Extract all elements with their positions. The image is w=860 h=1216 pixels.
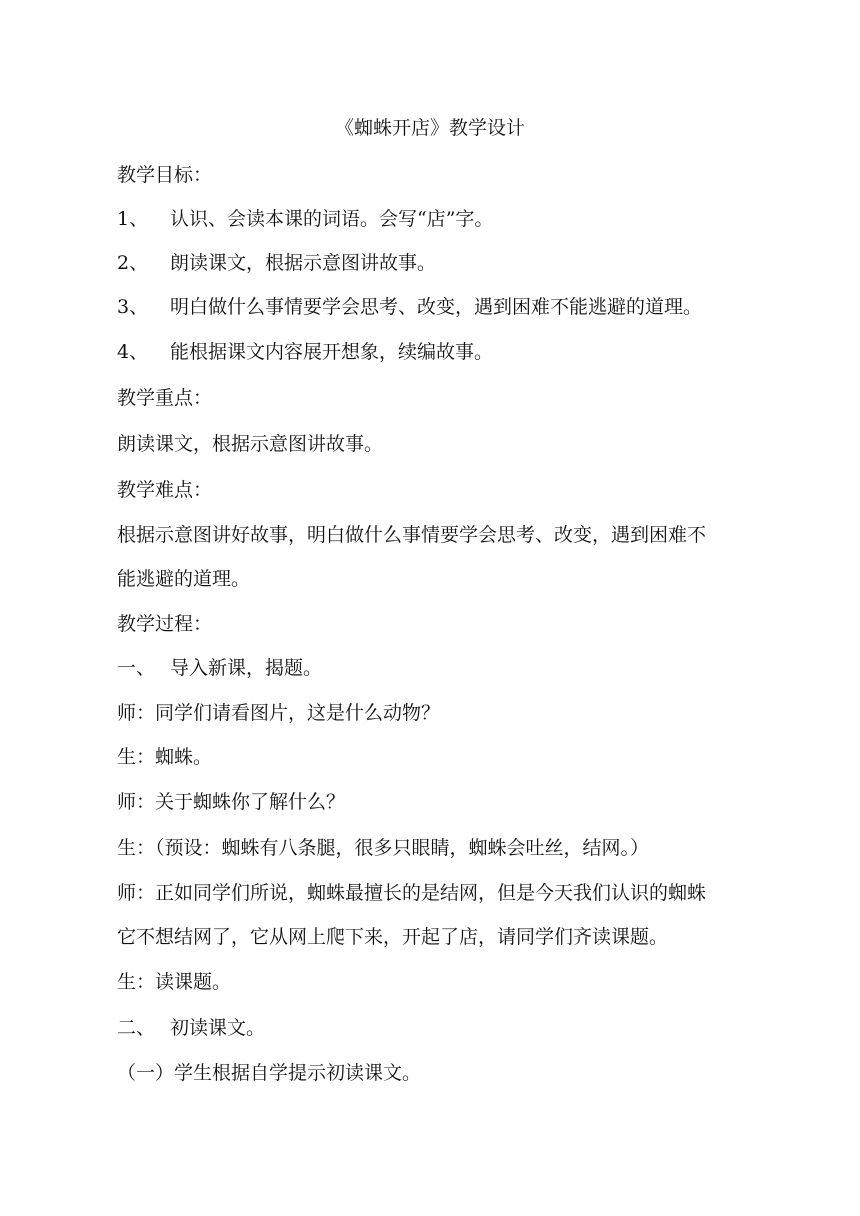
section-number: 二、 — [117, 1017, 156, 1039]
goal-item-2 — [117, 251, 757, 275]
section-text: 初读课文。 — [170, 1017, 266, 1039]
process-heading: 教学过程： — [117, 613, 213, 635]
document-title: 《蜘蛛开店》教学设计 — [334, 117, 525, 139]
difficulty-heading: 教学难点： — [117, 479, 213, 501]
key-heading: 教学重点： — [117, 387, 213, 409]
dialogue-line-3: 师：关于蜘蛛你了解什么？ — [117, 791, 346, 813]
goal-text: 能根据课文内容展开想象，续编故事。 — [170, 341, 494, 363]
goal-number: 3、 — [117, 296, 149, 318]
section-text: 导入新课，揭题。 — [170, 657, 323, 679]
dialogue-line-4: 生：（预设：蜘蛛有八条腿，很多只眼睛，蜘蛛会吐丝，结网。） — [117, 837, 650, 859]
dialogue-line-7: 生：读课题。 — [117, 971, 232, 993]
goal-number: 2、 — [117, 252, 149, 274]
goals-heading: 教学目标： — [117, 164, 213, 186]
difficulty-text-continued: 能逃避的道理。 — [117, 568, 251, 590]
section-heading-1 — [117, 656, 757, 680]
goal-text: 朗读课文，根据示意图讲故事。 — [170, 252, 437, 274]
difficulty-text: 根据示意图讲好故事，明白做什么事情要学会思考、改变，遇到困难不 — [117, 524, 707, 546]
goal-number: 1、 — [117, 208, 149, 230]
section-heading-2 — [117, 1016, 757, 1040]
goal-item-4 — [117, 340, 757, 364]
goal-number: 4、 — [117, 341, 149, 363]
dialogue-line-2: 生：蜘蛛。 — [117, 746, 213, 768]
subsection-heading-1: （一）学生根据自学提示初读课文。 — [117, 1062, 422, 1084]
goal-text: 明白做什么事情要学会思考、改变，遇到困难不能逃避的道理。 — [170, 296, 703, 318]
section-number: 一、 — [117, 657, 156, 679]
dialogue-line-6: 它不想结网了，它从网上爬下来，开起了店，请同学们齐读课题。 — [117, 926, 669, 948]
goal-item-1 — [117, 207, 757, 231]
goal-text: 认识、会读本课的词语。会写“店”字。 — [170, 208, 494, 230]
key-text: 朗读课文，根据示意图讲故事。 — [117, 433, 384, 455]
goal-item-3 — [117, 295, 757, 319]
dialogue-line-1: 师：同学们请看图片，这是什么动物？ — [117, 702, 441, 724]
dialogue-line-5: 师：正如同学们所说，蜘蛛最擅长的是结网，但是今天我们认识的蜘蛛 — [117, 882, 707, 904]
